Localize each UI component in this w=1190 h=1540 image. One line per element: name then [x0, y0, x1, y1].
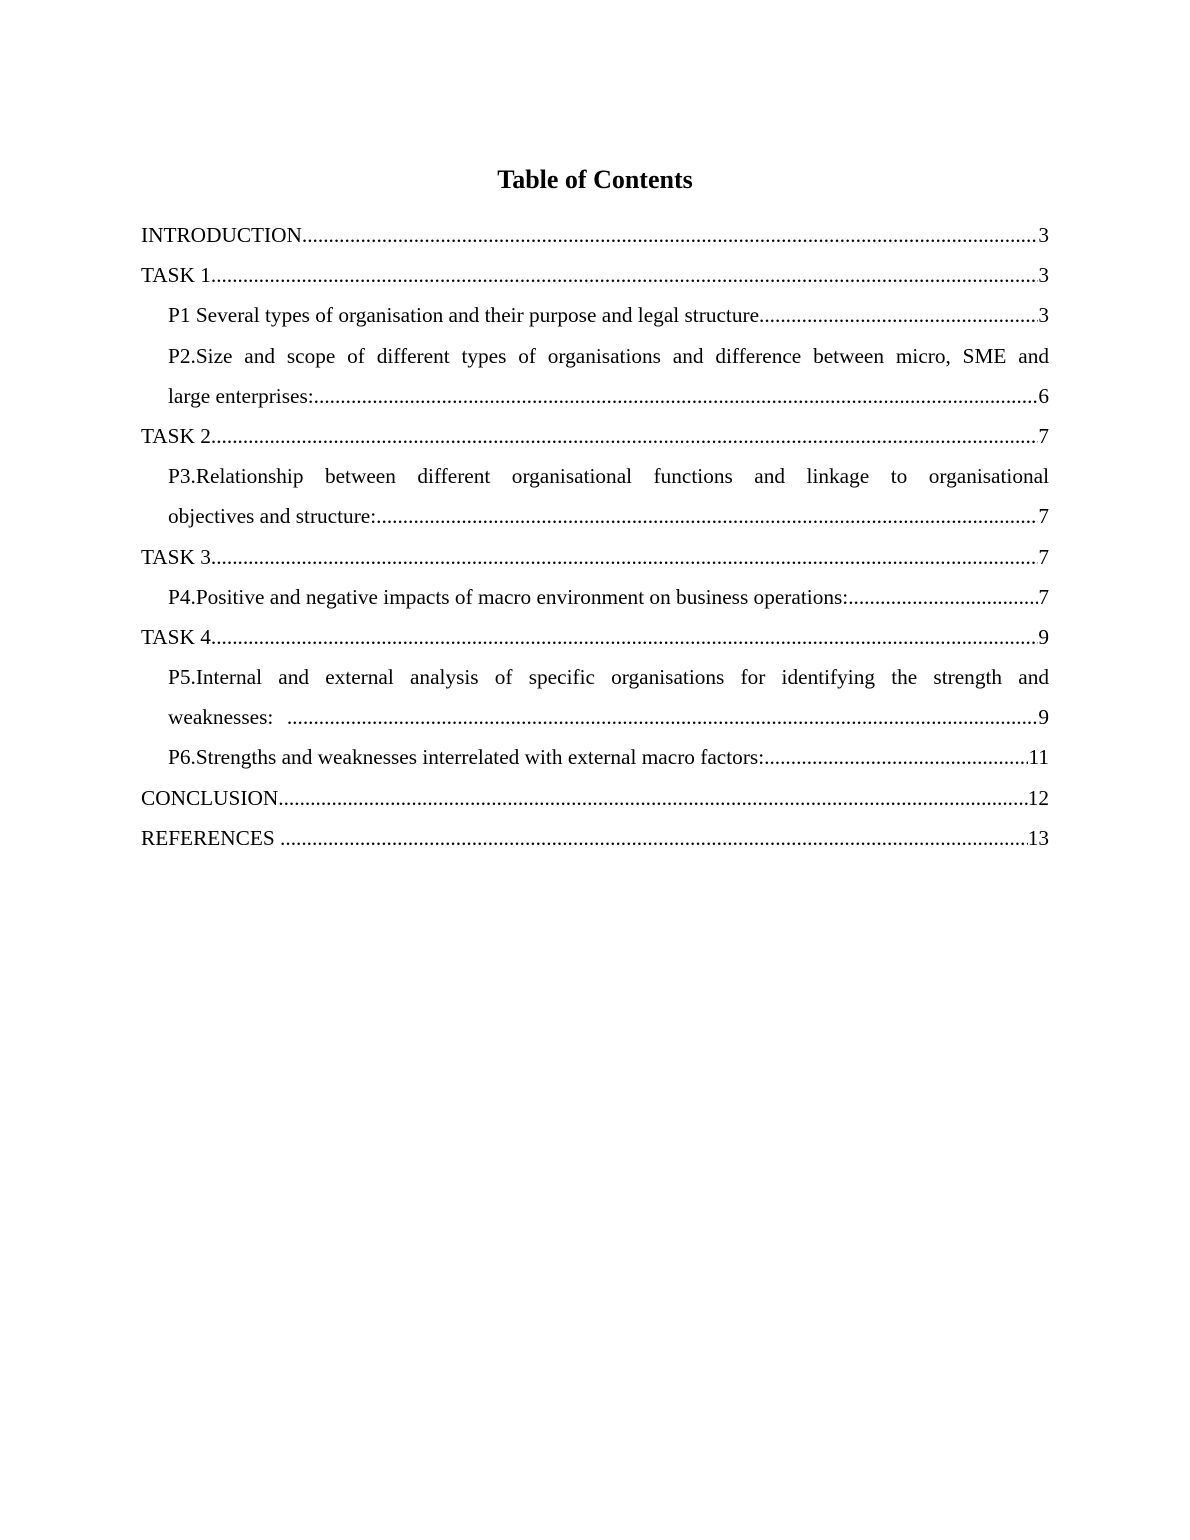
dot-leader	[211, 255, 1038, 295]
toc-entry-label: TASK 4	[141, 624, 211, 649]
toc-entry-label-line-2: objectives and structure:	[168, 504, 377, 529]
toc-entry-label: P6.Strengths and weaknesses interrelated with external macro factors:	[168, 745, 765, 770]
toc-page-number: 11	[1028, 745, 1049, 770]
toc-entry-p5[interactable]	[141, 657, 1049, 737]
toc-entry-conclusion[interactable]	[141, 778, 1049, 818]
toc-entry-label: REFERENCES	[141, 825, 281, 850]
toc-entry-p4[interactable]	[141, 577, 1049, 617]
toc-page-number: 3	[1038, 303, 1049, 328]
toc-page-number: 7	[1038, 423, 1049, 448]
toc-entry-label: TASK 2	[141, 423, 211, 448]
toc-entry-label-line-1: P5.Internal and external analysis of specific organisations for identifying the strength and	[168, 665, 1049, 690]
toc-entry-p3[interactable]	[141, 456, 1049, 536]
toc-entry-task-4[interactable]	[141, 617, 1049, 657]
toc-page-number: 12	[1027, 785, 1049, 810]
toc-page-number: 3	[1038, 263, 1049, 288]
toc-entry-p1[interactable]	[141, 295, 1049, 335]
toc-entry-label-line-1: P3.Relationship between different organisational functions and linkage to organisational	[168, 464, 1049, 489]
toc-entry-p6[interactable]	[141, 737, 1049, 777]
toc-entry-label: TASK 3	[141, 544, 211, 569]
toc-page-number: 7	[1038, 584, 1049, 609]
toc-entry-task-2[interactable]	[141, 416, 1049, 456]
table-of-contents	[141, 215, 1049, 858]
dot-leader	[211, 416, 1038, 456]
toc-entry-label-line-2: large enterprises:	[168, 383, 314, 408]
dot-leader	[211, 617, 1038, 657]
toc-entry-label: TASK 1	[141, 263, 211, 288]
dot-leader	[848, 577, 1038, 617]
toc-entry-task-3[interactable]	[141, 537, 1049, 577]
toc-page-number: 9	[1038, 624, 1049, 649]
dot-leader	[376, 496, 1038, 536]
toc-entry-label: INTRODUCTION	[141, 223, 302, 247]
toc-page-number: 7	[1038, 504, 1049, 529]
toc-page-number: 13	[1027, 825, 1049, 850]
toc-page-number: 7	[1038, 544, 1049, 569]
toc-entry-references[interactable]	[141, 818, 1049, 858]
dot-leader	[211, 537, 1038, 577]
toc-page-number: 9	[1038, 705, 1049, 730]
toc-entry-p2[interactable]	[141, 336, 1049, 416]
toc-entry-label: P1 Several types of organisation and their purpose and legal structure	[168, 303, 760, 328]
dot-leader	[314, 376, 1039, 416]
dot-leader	[759, 295, 1038, 335]
toc-entry-label: P4.Positive and negative impacts of macro environment on business operations:	[168, 584, 849, 609]
toc-page-number: 6	[1038, 383, 1049, 408]
toc-entry-label-line-2: weaknesses:	[168, 705, 274, 730]
toc-title: Table of Contents	[497, 165, 693, 194]
toc-entry-task-1[interactable]	[141, 255, 1049, 295]
toc-entry-label: CONCLUSION	[141, 785, 279, 810]
dot-leader	[302, 215, 1038, 255]
dot-leader	[287, 697, 1038, 737]
toc-page-number: 3	[1038, 223, 1049, 247]
dot-leader	[764, 737, 1028, 777]
dot-leader	[280, 818, 1028, 858]
dot-leader	[278, 778, 1027, 818]
toc-entry-label-line-1: P2.Size and scope of different types of organisations and difference between micro, SME and	[168, 343, 1049, 368]
toc-entry-introduction[interactable]	[141, 215, 1049, 255]
